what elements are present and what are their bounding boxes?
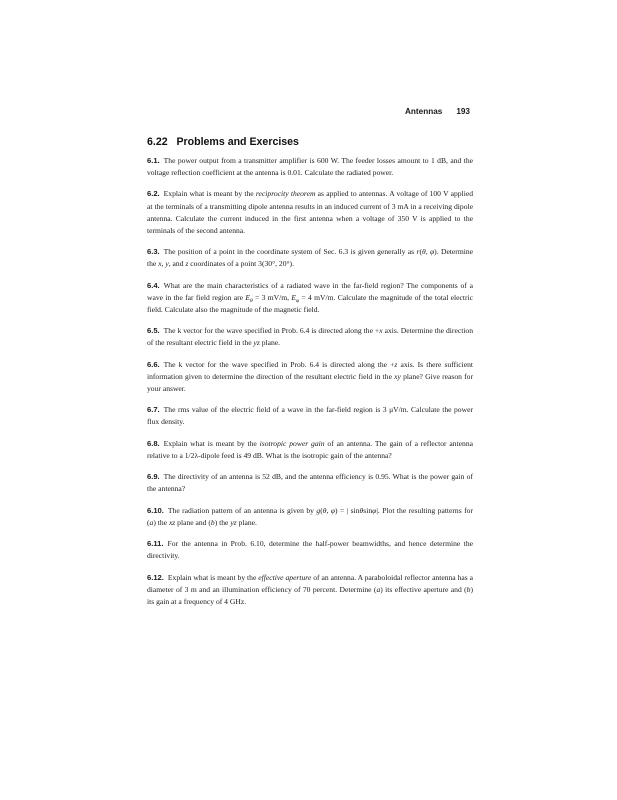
running-head-title: Antennas (405, 107, 443, 116)
problem-number: 6.8. (147, 438, 160, 448)
math-var: φ (429, 247, 435, 257)
problem-text: plane. (236, 517, 257, 527)
math-var: E (245, 292, 250, 302)
problem-text: ( (419, 247, 422, 257)
problem-6-4 (147, 280, 473, 316)
problem-text: coordinates of a point 3(30°, 20°). (188, 259, 294, 269)
problem-6-11 (147, 538, 473, 562)
math-var: g (316, 505, 321, 515)
math-subscript: θ (250, 297, 253, 304)
problem-text: axis. Determine the direction of the resultant electric field in the (147, 326, 474, 348)
math-var: φ (330, 505, 336, 515)
term-reciprocity-theorem: reciprocity theorem (255, 189, 316, 199)
problem-text: The rms value of the electric field of a wave in the far-field region is 3 μV/m. Calculate the power flux density. (147, 405, 473, 427)
problem-6-6 (147, 359, 473, 395)
math-var: b (210, 517, 215, 527)
problem-number: 6.4. (147, 280, 160, 290)
math-var: E (291, 292, 296, 302)
math-var: b (466, 584, 471, 594)
math-var: xy (394, 371, 401, 381)
problem-text: of an antenna. A paraboloidal reflector antenna has a diameter of 3 m and an illumination efficiency of 70 percent. Determine ( (147, 572, 474, 594)
problem-6-10 (147, 505, 473, 529)
problem-number: 6.1. (147, 156, 160, 165)
problem-number: 6.7. (147, 405, 160, 415)
problem-number: 6.6. (147, 359, 160, 369)
problem-text: ) its effective aperture and ( (380, 584, 467, 594)
problem-text: Explain what is meant by the (163, 438, 260, 448)
problem-text: plane. (259, 338, 281, 348)
section-title: Problems and Exercises (176, 136, 299, 148)
math-var: θ (359, 505, 364, 515)
problem-text: of an antenna. The gain of a reflector antenna relative to a 1/2λ-dipole feed is 49 dB. What is the isotropic gain of the antenna? (147, 438, 473, 460)
problem-number: 6.3. (147, 247, 160, 257)
running-head (405, 107, 470, 116)
problem-text: = 3 mV/m, (252, 292, 292, 302)
section-number: 6.22 (147, 136, 168, 148)
problem-text: The radiation pattern of an antenna is given by (167, 505, 317, 515)
math-var: r (416, 247, 420, 257)
problem-text: axis. Is there sufficient information given to determine the direction of the resultant electric field in the (147, 359, 473, 381)
problem-6-9 (147, 471, 473, 495)
problem-number: 6.11. (147, 539, 164, 549)
problem-text: plane and ( (175, 517, 211, 527)
problem-number: 6.12. (147, 572, 164, 582)
term-effective-aperture: effective aperture (258, 572, 312, 582)
math-var: x (158, 259, 162, 269)
problem-text: ) the (153, 517, 169, 527)
problem-text: The position of a point in the coordinate system of Sec. 6.3 is given generally as (163, 247, 417, 257)
problem-text: ) the (214, 517, 231, 527)
problem-6-3 (147, 246, 473, 270)
problem-text: What are the main characteristics of a radiated wave in the far-field region? The components of a wave in the far field region are (147, 280, 473, 302)
problem-text: |. Plot the resulting patterns for ( (147, 505, 473, 527)
term-isotropic-power-gain: isotropic power gain (259, 438, 325, 448)
problem-6-12 (147, 572, 473, 608)
problem-6-1 (147, 155, 473, 179)
math-var: z (394, 359, 398, 369)
math-var: a (149, 517, 154, 527)
problem-text: Explain what is meant by the (167, 572, 259, 582)
math-var: xz (168, 517, 176, 527)
problem-6-5 (147, 325, 473, 349)
problem-text: ) its gain at a frequency of 4 GHz. (147, 584, 473, 606)
problem-text: The power output from a transmitter amplifier is 600 W. The feeder losses amount to 1 dB, and the voltage reflection coefficient at the antenna is 0.01. Calculate the radiated power. (147, 156, 473, 178)
problem-6-8 (147, 438, 473, 462)
problem-text: ) = | sin (335, 505, 360, 515)
problem-text: ). Determine the (147, 247, 474, 269)
problem-text: For the antenna in Prob. 6.10, determine the half-power beamwidths, and hence determine the directivity. (147, 539, 473, 561)
problem-text: as applied to antennas. A voltage of 100 V applied at the terminals of a transmitting dipole antenna results in an induced current of 3 mA in a receiving dipole antenna. Calculate the current induced in the first antenna when a voltage of 350 V is applied to the terminals of the second antenna. (147, 189, 473, 235)
page-number: 193 (456, 107, 470, 116)
math-subscript: φ (296, 297, 300, 304)
math-var: θ (421, 247, 426, 257)
problem-number: 6.10. (147, 505, 164, 515)
problem-6-2 (147, 188, 473, 236)
problem-text: , (326, 505, 331, 515)
problem-number: 6.2. (147, 189, 160, 199)
problem-text: The k vector for the wave specified in Prob. 6.4 is directed along the + (163, 326, 380, 336)
math-var: x (379, 326, 383, 336)
problem-text: , and (168, 259, 186, 269)
problem-text: , (425, 247, 430, 257)
math-var: z (185, 259, 189, 269)
math-var: φ (372, 505, 377, 515)
problems-list (147, 155, 473, 617)
math-var: θ (322, 505, 327, 515)
problem-text: = 4 mV/m. Calculate the magnitude of the total electric field. Calculate also the magnitude of the magnetic field. (147, 292, 473, 314)
problem-text: The directivity of an antenna is 52 dB, and the antenna efficiency is 0.95. What is the power gain of the antenna? (147, 472, 473, 494)
problem-6-7 (147, 404, 473, 428)
math-var: yz (253, 338, 260, 348)
problem-text: ( (320, 505, 323, 515)
math-var: y (165, 259, 169, 269)
math-var: a (376, 584, 381, 594)
problem-number: 6.5. (147, 326, 160, 336)
section-heading (147, 136, 299, 148)
problem-number: 6.9. (147, 472, 160, 482)
problem-text: plane? Give reason for your answer. (147, 371, 473, 393)
problem-text: Explain what is meant by the (163, 189, 256, 199)
problem-text: The k vector for the wave specified in Prob. 6.4 is directed along the + (163, 359, 395, 369)
math-var: yz (230, 517, 237, 527)
problem-text: sin (363, 505, 373, 515)
problem-text: , (161, 259, 166, 269)
